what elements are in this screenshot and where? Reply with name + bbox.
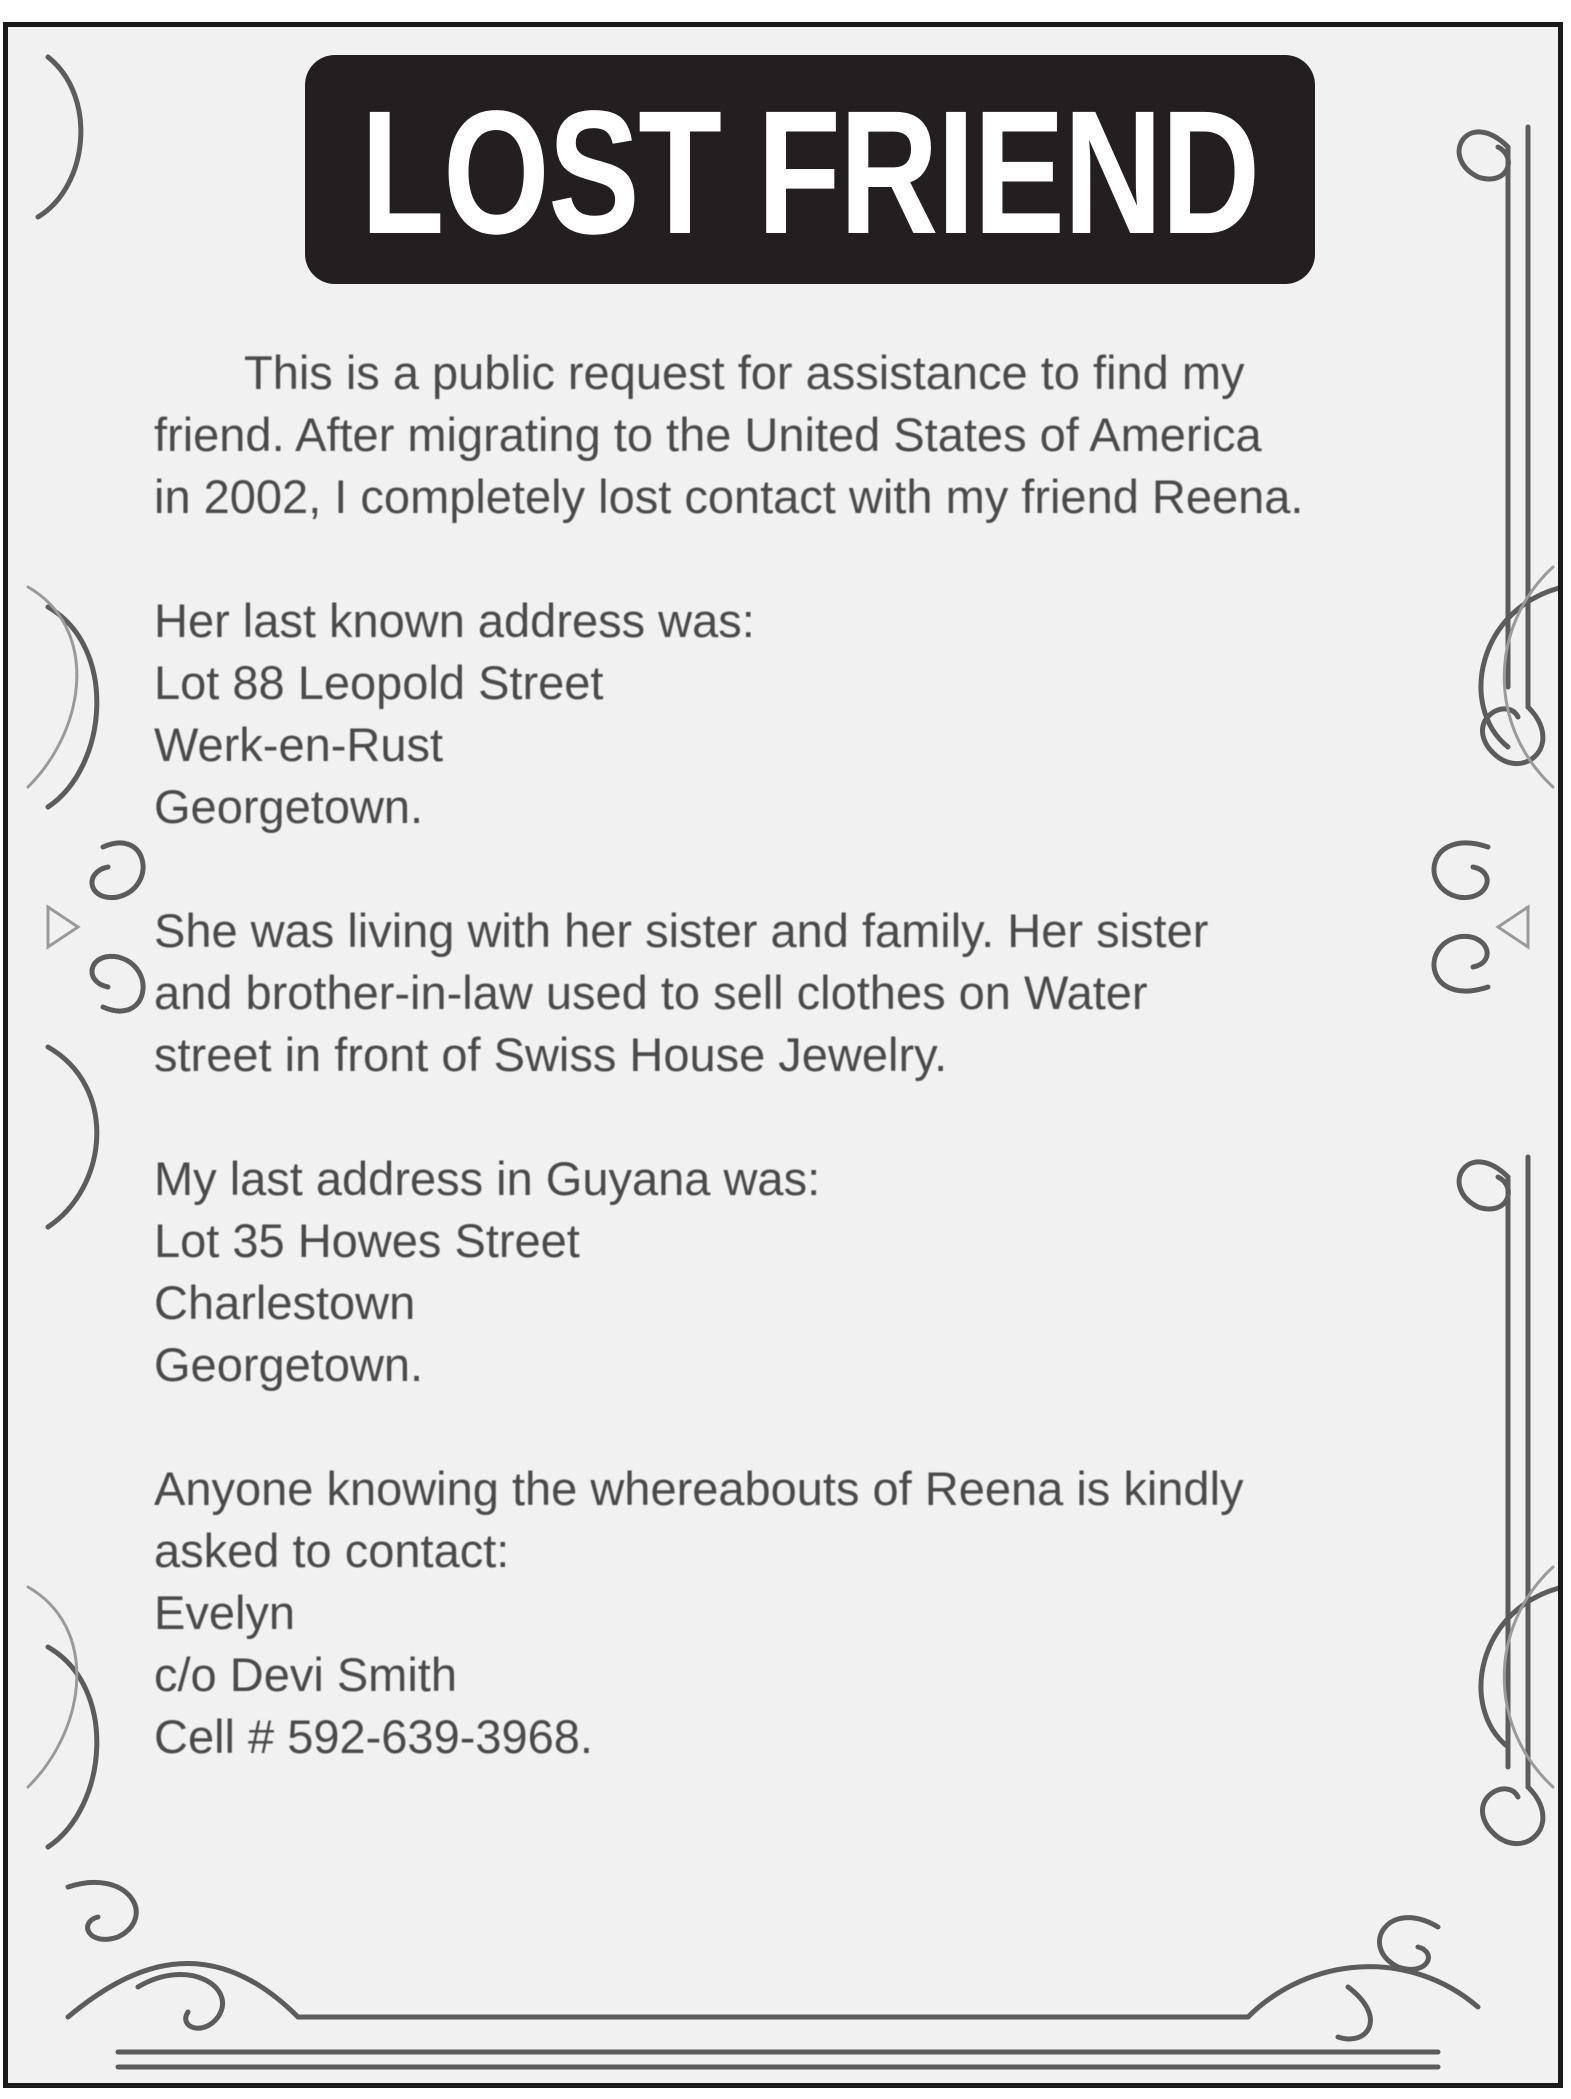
title-banner <box>305 55 1315 284</box>
contact-line-2: asked to contact: <box>154 1524 510 1577</box>
friend-address-block <box>154 590 1454 838</box>
friend-address-area: Werk-en-Rust <box>154 718 444 771</box>
family-line-1: She was living with her sister and family. Her sister <box>154 904 1209 957</box>
my-address-block <box>154 1148 1454 1396</box>
friend-address-city: Georgetown. <box>154 780 424 833</box>
advertisement-frame <box>3 22 1563 2088</box>
page-title: LOST FRIEND <box>360 74 1260 271</box>
family-line-3: street in front of Swiss House Jewelry. <box>154 1028 948 1081</box>
my-address-area: Charlestown <box>154 1276 416 1329</box>
intro-line-1: This is a public request for assistance to find my <box>244 346 1245 399</box>
contact-block <box>154 1458 1454 1768</box>
contact-line-1: Anyone knowing the whereabouts of Reena is kindly <box>154 1462 1244 1515</box>
family-paragraph <box>154 900 1454 1086</box>
my-address-street: Lot 35 Howes Street <box>154 1214 580 1267</box>
my-address-city: Georgetown. <box>154 1338 424 1391</box>
friend-address-street: Lot 88 Leopold Street <box>154 656 604 709</box>
contact-care-of: c/o Devi Smith <box>154 1648 457 1701</box>
family-line-2: and brother-in-law used to sell clothes on Water <box>154 966 1148 1019</box>
contact-name: Evelyn <box>154 1586 296 1639</box>
friend-address-heading: Her last known address was: <box>154 594 755 647</box>
my-address-heading: My last address in Guyana was: <box>154 1152 821 1205</box>
intro-line-3: in 2002, I completely lost contact with my friend Reena. <box>154 470 1304 523</box>
intro-line-2: friend. After migrating to the United States of America <box>154 408 1262 461</box>
notice-body <box>154 342 1454 1830</box>
intro-paragraph <box>154 342 1454 528</box>
contact-phone: Cell # 592-639-3968. <box>154 1710 593 1763</box>
